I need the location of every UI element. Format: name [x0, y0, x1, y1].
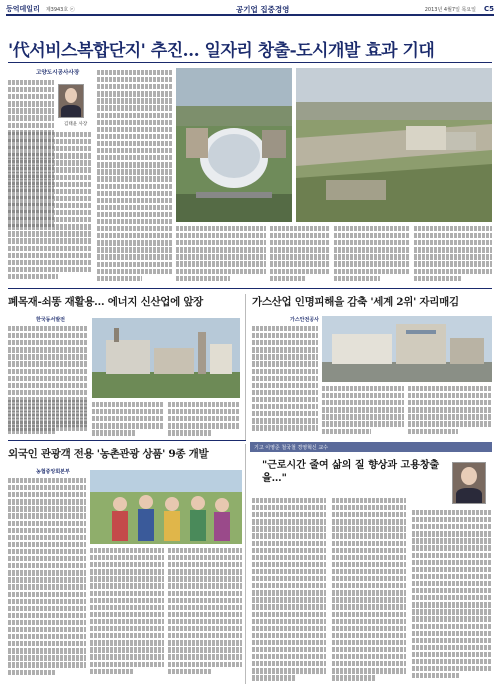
main-text-col-3 — [176, 226, 266, 282]
opinion-headline: "근로시간 줄여 삶의 질 향상과 고용창출을…" — [262, 460, 440, 484]
opinion-col-2 — [332, 498, 406, 684]
main-text-col-1b — [8, 132, 92, 282]
article-left-col-2 — [92, 402, 164, 438]
column-divider-2 — [245, 444, 246, 684]
article-bottom-left-col-2 — [90, 548, 164, 684]
contribution-banner: 기고 이영준 철국철 경영혁신 교수 — [250, 442, 492, 452]
article-bottom-left-byline: 농협중앙회본부 — [36, 469, 70, 475]
main-text-col-5 — [334, 226, 410, 282]
article-bottom-left-headline: 외국인 관광객 전용 '농촌관광 상품' 9종 개발 — [8, 448, 209, 460]
section-title: 공기업 집중경영 — [236, 4, 290, 14]
section-separator-2 — [8, 440, 246, 441]
newspaper-logo: 등억데일리 — [6, 5, 40, 13]
contributor-photo — [452, 462, 486, 504]
article-right-byline: 가스안전공사 — [290, 317, 319, 323]
article-left-headline: 폐목재-쇠똥 재활용… 에너지 신산업에 앞장 — [8, 296, 204, 308]
column-divider — [245, 294, 246, 440]
article-right-col-3 — [408, 386, 492, 438]
gas-facility-photo — [322, 316, 492, 382]
author-photo — [58, 84, 84, 118]
headline-rule — [8, 62, 492, 63]
complex-aerial-photo — [176, 68, 292, 222]
main-text-col-2 — [97, 70, 172, 282]
main-headline: '代서비스복합단지' 추진… 일자리 창출-도시개발 효과 기대 — [8, 41, 435, 61]
issue-number: 제3943호 ⓔ — [45, 6, 75, 13]
page-header — [6, 4, 494, 16]
article-left-col-1b — [8, 400, 88, 436]
page-number: C5 — [483, 5, 494, 13]
author-name: 김태윤 사장 — [64, 122, 88, 127]
main-text-col-6 — [414, 226, 492, 282]
article-left-byline: 한국동서발전 — [36, 317, 65, 323]
article-right-headline: 가스산업 인명피해을 감축 '세계 2위' 자리매김 — [252, 296, 459, 308]
opinion-col-3 — [412, 510, 492, 684]
power-plant-photo — [92, 318, 240, 398]
article-bottom-left-col-3 — [168, 548, 242, 684]
section-separator — [8, 288, 492, 289]
article-right-col-1 — [252, 326, 318, 436]
article-bottom-left-col-1 — [8, 478, 86, 684]
article-right-col-2 — [322, 386, 404, 438]
opinion-col-1 — [252, 498, 326, 684]
tourists-photo — [90, 470, 242, 544]
main-byline: 고양도시공사사장 — [36, 70, 80, 76]
site-panorama-photo — [296, 68, 492, 222]
publish-date: 2013년 4월7일 목요일 — [424, 6, 476, 13]
main-text-col-4 — [270, 226, 330, 282]
article-left-col-3 — [168, 402, 240, 438]
